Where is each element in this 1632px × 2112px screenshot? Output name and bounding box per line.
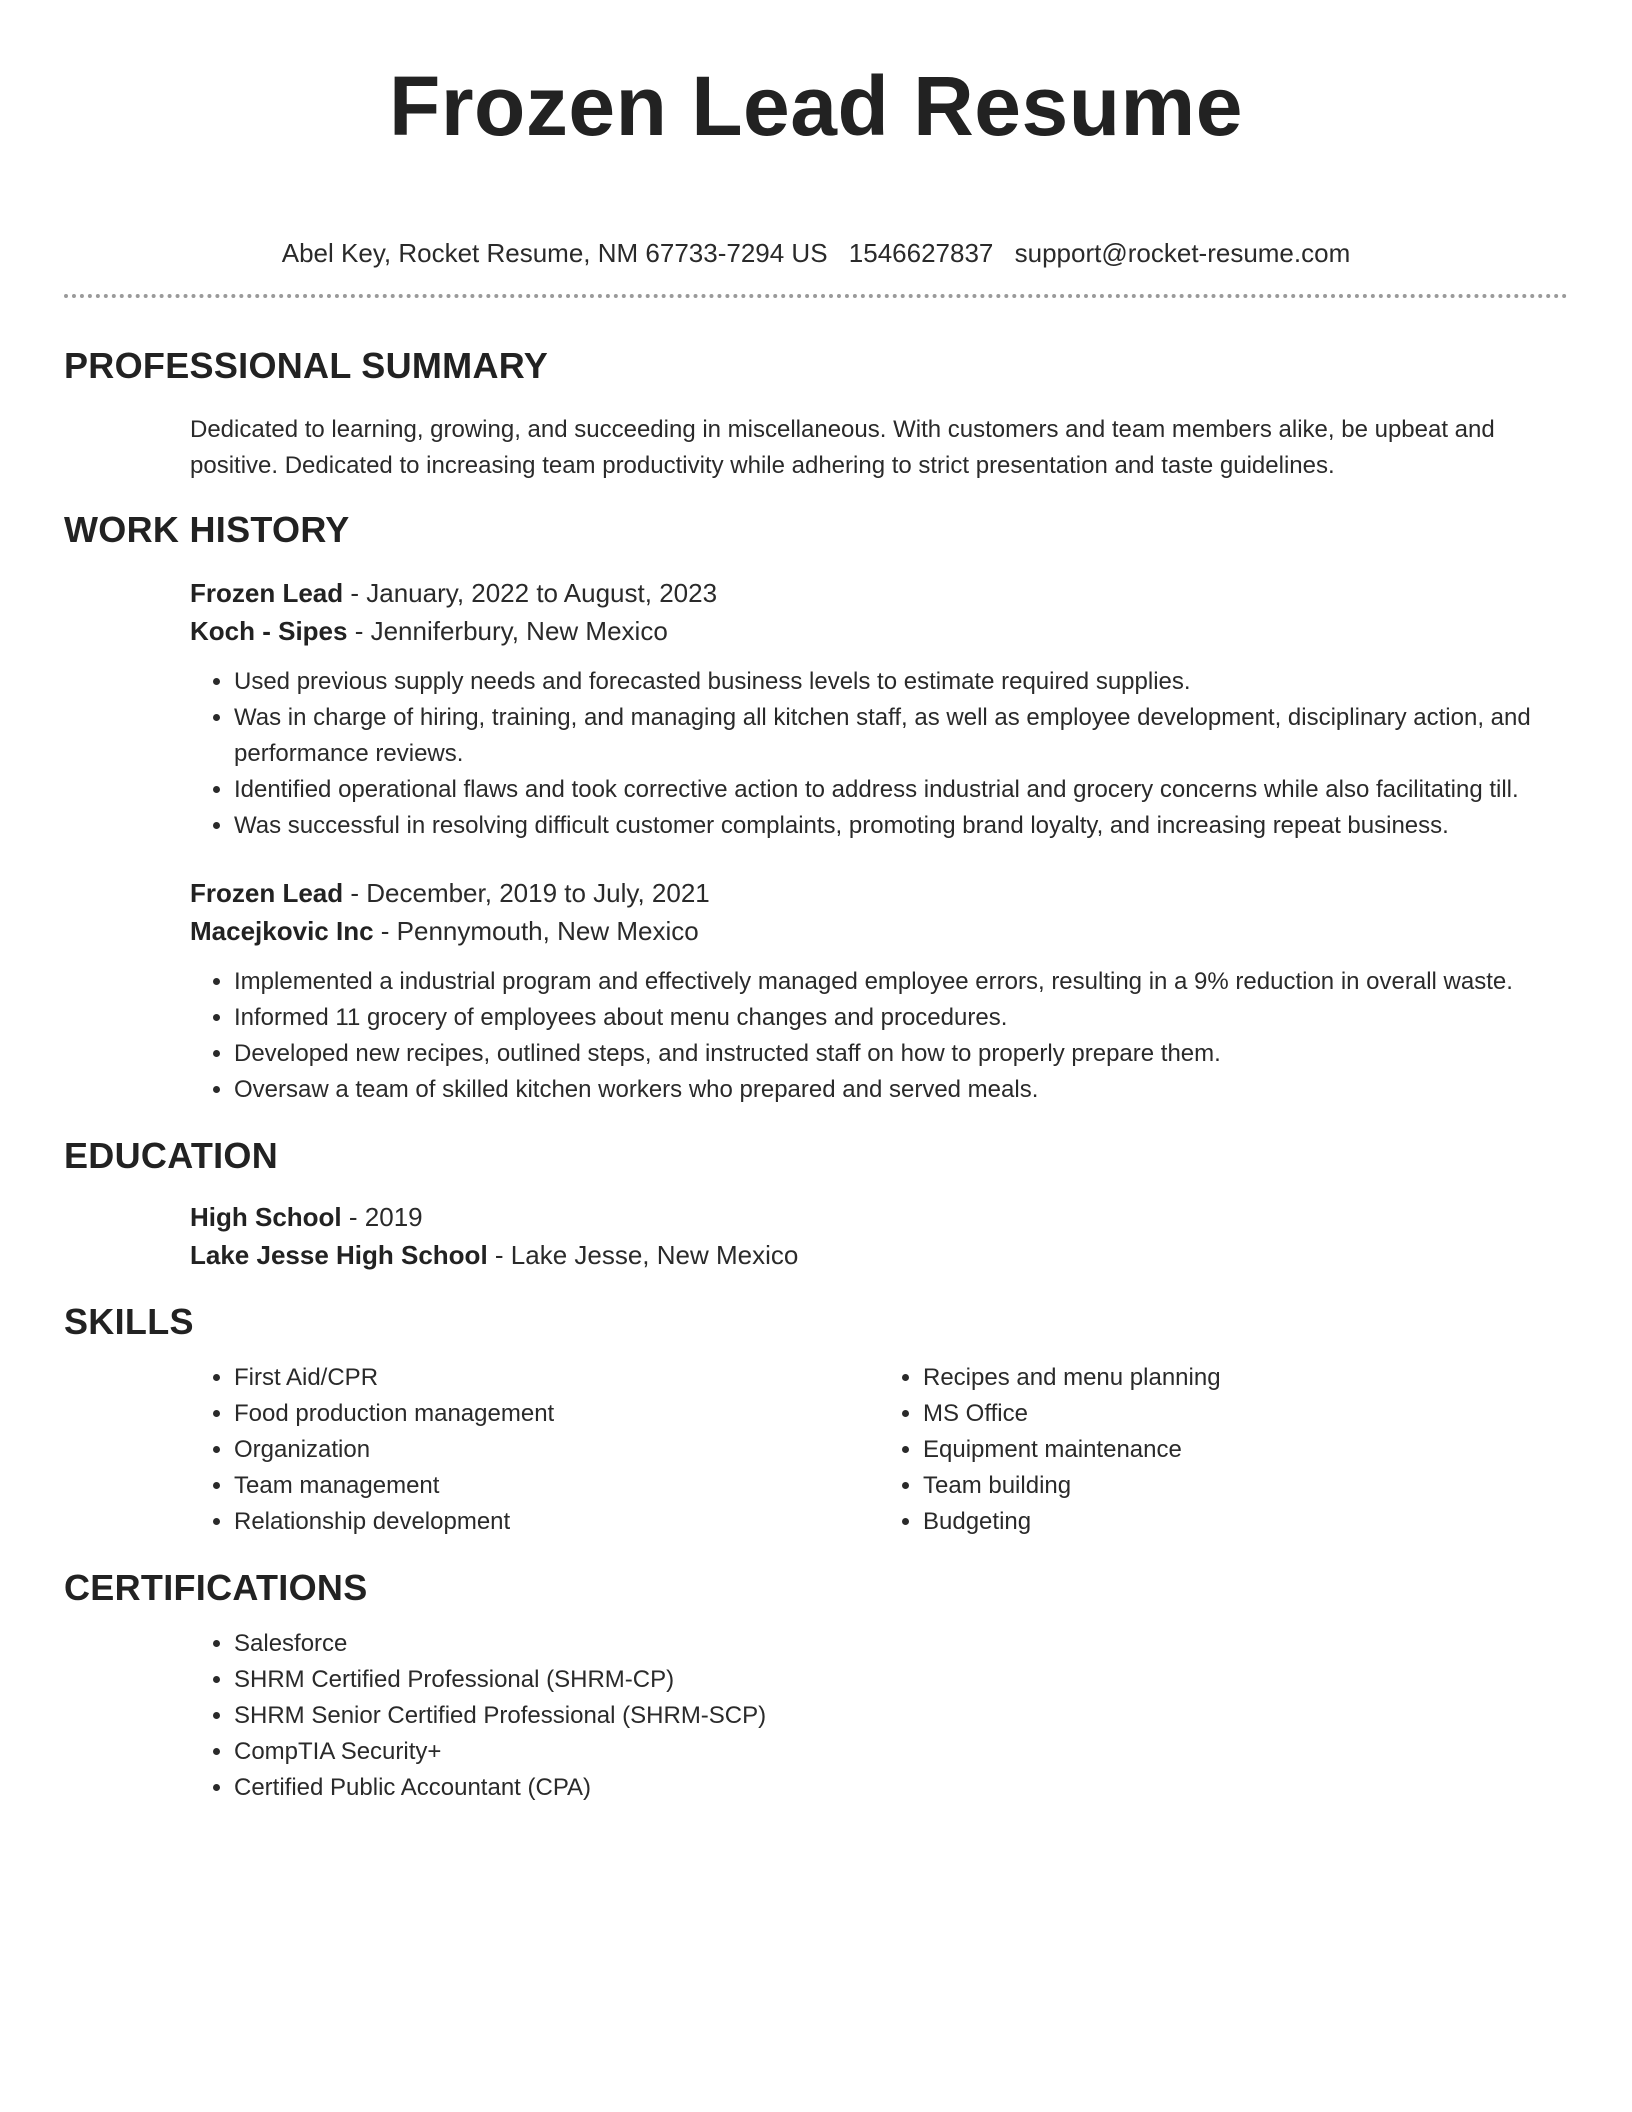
job-dates: - January, 2022 to August, 2023: [343, 578, 718, 608]
job-company: Koch - Sipes: [190, 616, 348, 646]
skills-columns: [190, 1360, 1568, 1540]
job-company: Macejkovic Inc: [190, 916, 374, 946]
list-item: • Relationship development: [234, 1504, 879, 1540]
header-divider: [64, 294, 1568, 298]
list-item: • Used previous supply needs and forecasted business levels to estimate required supplies.: [234, 664, 1568, 700]
skills-heading: SKILLS: [64, 1301, 194, 1342]
list-item: • CompTIA Security+: [234, 1734, 1568, 1770]
job-title-line: [190, 574, 1568, 612]
job-bullets: [190, 664, 1568, 844]
job-company-line: [190, 612, 1568, 650]
job-bullets: [190, 964, 1568, 1108]
list-item: • Oversaw a team of skilled kitchen workers who prepared and served meals.: [234, 1072, 1568, 1108]
work-history-heading: WORK HISTORY: [64, 509, 350, 550]
skills-list-left: [190, 1360, 879, 1540]
list-item: • Developed new recipes, outlined steps, and instructed staff on how to properly prepare them.: [234, 1036, 1568, 1072]
list-item: • Team management: [234, 1468, 879, 1504]
job-entry: [190, 874, 1568, 1108]
education-degree: High School: [190, 1202, 342, 1232]
job-entry: [190, 574, 1568, 844]
job-title-line: [190, 874, 1568, 912]
education-school: Lake Jesse High School: [190, 1240, 488, 1270]
education-school-line: [190, 1236, 1568, 1274]
job-dates: - December, 2019 to July, 2021: [343, 878, 710, 908]
list-item: • Recipes and menu planning: [923, 1360, 1568, 1396]
resume-title: Frozen Lead Resume: [389, 59, 1243, 153]
list-item: • First Aid/CPR: [234, 1360, 879, 1396]
skills-list-right: [879, 1360, 1568, 1540]
list-item: • Equipment maintenance: [923, 1432, 1568, 1468]
education-entry: [190, 1198, 1568, 1274]
list-item: • Informed 11 grocery of employees about menu changes and procedures.: [234, 1000, 1568, 1036]
list-item: • Certified Public Accountant (CPA): [234, 1770, 1568, 1806]
summary-heading: PROFESSIONAL SUMMARY: [64, 345, 549, 386]
certifications-heading: CERTIFICATIONS: [64, 1567, 368, 1608]
list-item: • SHRM Senior Certified Professional (SHRM-SCP): [234, 1698, 1568, 1734]
list-item: • Was in charge of hiring, training, and managing all kitchen staff, as well as employee development, disciplinary action, and performance reviews.: [234, 700, 1568, 772]
summary-text: Dedicated to learning, growing, and succeeding in miscellaneous. With customers and team members alike, be upbeat and positive. Dedicated to increasing team productivity while adhering to strict presentation and taste guidelines.: [190, 416, 1495, 479]
list-item: • Food production management: [234, 1396, 879, 1432]
education-location: - Lake Jesse, New Mexico: [487, 1240, 799, 1270]
contact-phone: 1546627837: [848, 238, 994, 268]
job-location: - Pennymouth, New Mexico: [373, 916, 699, 946]
list-item: • Team building: [923, 1468, 1568, 1504]
contact-email[interactable]: support@rocket-resume.com: [1014, 238, 1351, 268]
education-heading: EDUCATION: [64, 1135, 279, 1176]
list-item: • Implemented a industrial program and effectively managed employee errors, resulting in a 9% reduction in overall waste.: [234, 964, 1568, 1000]
list-item: • Organization: [234, 1432, 879, 1468]
list-item: • MS Office: [923, 1396, 1568, 1432]
contact-line: [64, 236, 1568, 270]
certifications-list: [190, 1626, 1568, 1806]
education-year: - 2019: [341, 1202, 423, 1232]
list-item: • Salesforce: [234, 1626, 1568, 1662]
job-company-line: [190, 912, 1568, 950]
education-degree-line: [190, 1198, 1568, 1236]
contact-address: Abel Key, Rocket Resume, NM 67733-7294 US: [281, 238, 828, 268]
list-item: • SHRM Certified Professional (SHRM-CP): [234, 1662, 1568, 1698]
certifications-block: [190, 1626, 1568, 1806]
job-title: Frozen Lead: [190, 578, 344, 608]
job-location: - Jenniferbury, New Mexico: [347, 616, 668, 646]
list-item: • Identified operational flaws and took corrective action to address industrial and grocery concerns while also facilitating till.: [234, 772, 1568, 808]
list-item: • Was successful in resolving difficult customer complaints, promoting brand loyalty, and increasing repeat business.: [234, 808, 1568, 844]
job-title: Frozen Lead: [190, 878, 344, 908]
list-item: • Budgeting: [923, 1504, 1568, 1540]
